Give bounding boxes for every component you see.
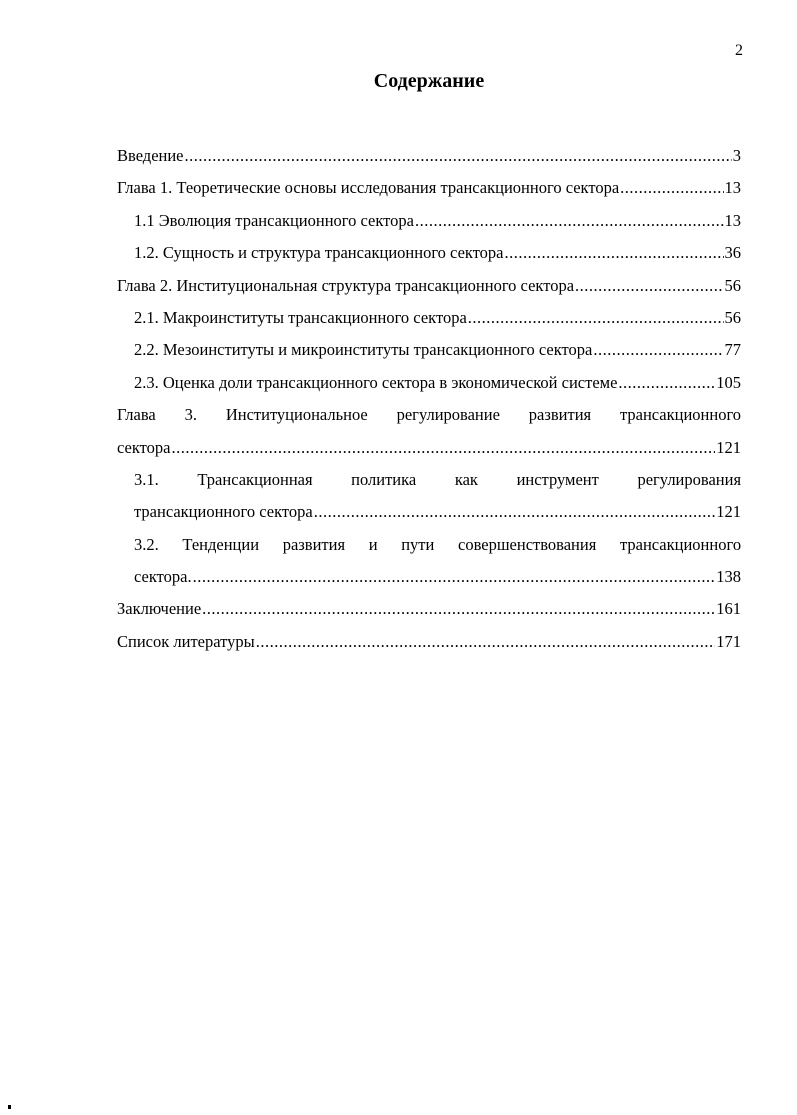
toc-entry-section-1-1[interactable]	[117, 205, 741, 237]
toc-entry-label: 1.1 Эволюция трансакционного сектора	[134, 210, 414, 230]
toc-entry-label: 2.1. Макроинституты трансакционного сектора	[134, 307, 467, 327]
toc-entry-page: 36	[724, 243, 741, 263]
toc-entry-page: 161	[716, 599, 741, 619]
toc-word: регулирование	[396, 405, 500, 425]
toc-entry-section-2-1[interactable]	[117, 302, 741, 334]
toc-entry-page: 138	[716, 567, 741, 587]
toc-word: развития	[282, 534, 346, 554]
toc-word: регулирования	[637, 469, 742, 489]
toc-entry-page: 3	[732, 146, 741, 165]
toc-entry-section-3-1[interactable]	[117, 496, 741, 528]
dot-leader	[620, 172, 723, 204]
toc-entry-label: сектора.	[134, 567, 192, 587]
toc-entry-page: 56	[724, 307, 741, 327]
toc-entry-label: 1.2. Сущность и структура трансакционного сектора	[134, 243, 504, 263]
toc-entry-label: Введение	[117, 146, 184, 165]
dot-leader	[415, 205, 724, 237]
scan-mark	[8, 1105, 11, 1109]
toc-entry-introduction[interactable]	[117, 140, 741, 172]
dot-leader	[171, 432, 715, 464]
toc-entry-label: сектора	[117, 437, 171, 457]
dot-leader	[468, 302, 724, 334]
toc-entry-chapter-1[interactable]	[117, 172, 741, 204]
toc-entry-label: 2.3. Оценка доли трансакционного сектора в экономической системе	[134, 372, 618, 392]
toc-entry-references[interactable]	[117, 626, 741, 658]
toc-entry-page: 171	[716, 631, 741, 651]
toc-entry-label: Заключение	[117, 599, 202, 619]
toc-entry-label: 2.2. Мезоинституты и микроинституты трансакционного сектора	[134, 340, 593, 360]
toc-entry-chapter-2[interactable]	[117, 270, 741, 302]
dot-leader	[314, 496, 716, 528]
toc-word: пути	[401, 534, 435, 554]
toc-entry-page: 121	[716, 437, 741, 457]
dot-leader	[202, 593, 715, 625]
toc-word: политика	[351, 469, 417, 489]
toc-entry-label: Список литературы	[117, 631, 255, 651]
toc-word: Глава	[117, 405, 156, 425]
toc-entry-page: 77	[724, 340, 741, 360]
dot-leader	[193, 561, 716, 593]
toc-entry-label: Глава 2. Институциональная структура трансакционного сектора	[117, 275, 575, 295]
dot-leader	[505, 237, 724, 269]
toc-entry-section-3-2-line-1[interactable]	[117, 529, 741, 561]
toc-word: совершенствования	[458, 534, 597, 554]
page-number: 2	[735, 42, 743, 59]
toc-word: 3.	[184, 405, 197, 425]
toc-entry-label: Глава 1. Теоретические основы исследования трансакционного сектора	[117, 178, 620, 198]
toc-entry-page: 56	[724, 275, 741, 295]
toc-word: 3.1.	[134, 469, 159, 489]
toc-word: Трансакционная	[197, 469, 313, 489]
toc-entry-section-2-3[interactable]	[117, 367, 741, 399]
dot-leader	[593, 334, 723, 366]
dot-leader	[256, 626, 716, 658]
toc-word: трансакционного	[619, 534, 742, 554]
toc-word: как	[454, 469, 478, 489]
toc-word: и	[368, 534, 378, 554]
toc-word: Институциональное	[225, 405, 368, 425]
dot-leader	[618, 367, 715, 399]
table-of-contents	[117, 140, 741, 658]
toc-entry-chapter-3-line-1[interactable]	[117, 399, 741, 431]
dot-leader	[575, 270, 723, 302]
toc-entry-label: трансакционного сектора	[134, 502, 313, 522]
page-title: Содержание	[373, 70, 485, 92]
dot-leader	[185, 140, 732, 172]
toc-entry-section-3-2[interactable]	[117, 561, 741, 593]
toc-word: 3.2.	[134, 534, 159, 554]
toc-word: Тенденции	[182, 534, 260, 554]
toc-entry-page: 105	[716, 372, 741, 392]
toc-entry-section-1-2[interactable]	[117, 237, 741, 269]
toc-entry-section-2-2[interactable]	[117, 334, 741, 366]
toc-word: трансакционного	[619, 405, 742, 425]
toc-word: инструмент	[516, 469, 599, 489]
toc-entry-chapter-3[interactable]	[117, 432, 741, 464]
toc-entry-page: 13	[724, 178, 741, 198]
toc-entry-page: 13	[724, 210, 741, 230]
toc-word: развития	[528, 405, 592, 425]
toc-entry-conclusion[interactable]	[117, 593, 741, 625]
toc-entry-page: 121	[716, 502, 741, 522]
toc-entry-section-3-1-line-1[interactable]	[117, 464, 741, 496]
